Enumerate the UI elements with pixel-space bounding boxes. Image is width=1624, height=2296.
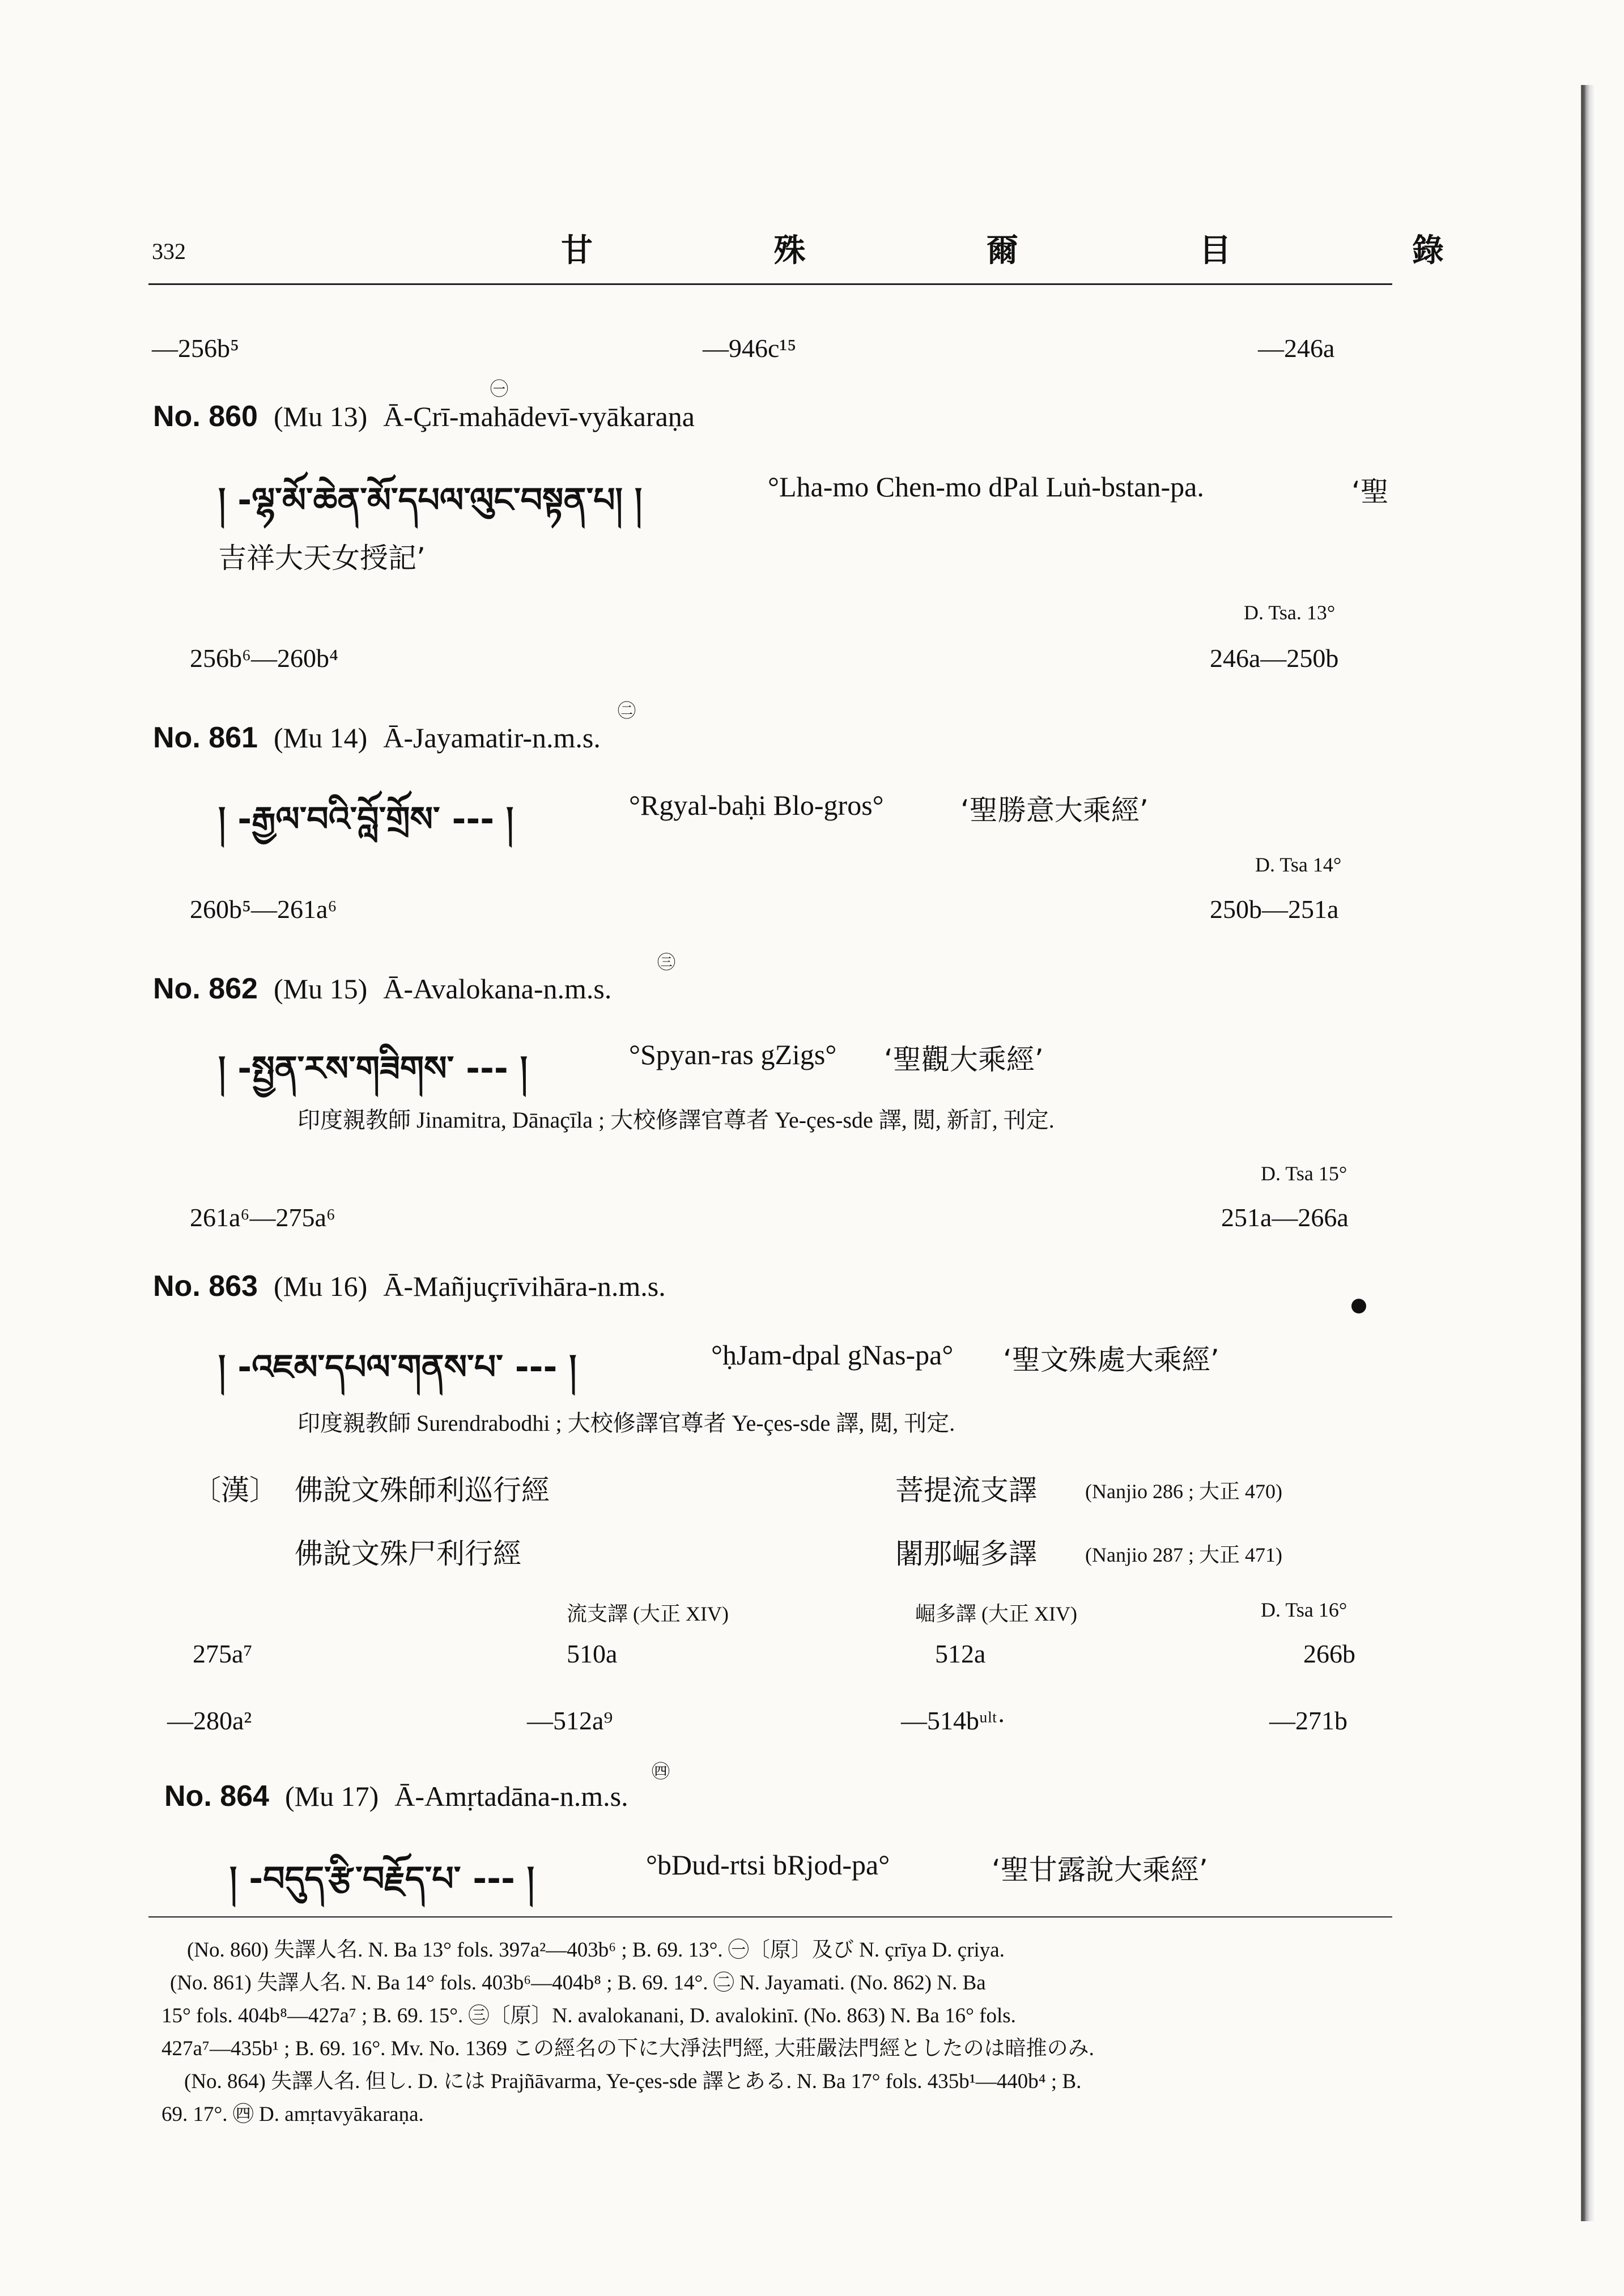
entry-860-mark: ㊀ bbox=[490, 379, 509, 399]
entry-861-mu: (Mu 14) bbox=[273, 722, 368, 754]
entry-862-range-right: 251a—266a bbox=[1221, 1203, 1349, 1232]
entry-864-number: No. 864 bbox=[164, 1780, 269, 1813]
row1-c2: 510a bbox=[567, 1639, 618, 1668]
entry-864-mu: (Mu 17) bbox=[284, 1780, 379, 1812]
col-head-2: 崛多譯 (大正 XIV) bbox=[915, 1602, 1077, 1625]
row2-c3: —514bᵘˡᵗ· bbox=[901, 1706, 1006, 1735]
entry-860-translit: °Lha-mo Chen-mo dPal Luṅ-bstan-pa. bbox=[768, 471, 1204, 503]
entry-860-tibetan: ། -ལྷ་མོ་ཆེན་མོ་དཔལ་ལུང་བསྟན་པ། ། bbox=[218, 481, 643, 520]
row2-c4: —271b bbox=[1269, 1706, 1347, 1735]
han-label: 〔漢〕 bbox=[193, 1474, 278, 1507]
footnote-line: (No. 860) 失譯人名. N. Ba 13° fols. 397a²—403b⁶ ; B. 69. 13°. ㊀〔原〕及び N. çrīya D. çriya. bbox=[187, 1938, 1005, 1962]
entry-863-translit: °ḥJam-dpal gNas-pa° bbox=[711, 1339, 954, 1371]
entry-860-mu: (Mu 13) bbox=[273, 401, 368, 432]
entry-860-dtsa: D. Tsa. 13° bbox=[1244, 601, 1336, 624]
entry-860-range-right: 246a—250b bbox=[1210, 644, 1339, 673]
header-rule bbox=[148, 283, 1392, 285]
entry-860-heading bbox=[153, 399, 695, 433]
row2-c2: —512a⁹ bbox=[527, 1706, 613, 1735]
entry-861-dtsa: D. Tsa 14° bbox=[1255, 853, 1342, 876]
row1-c3: 512a bbox=[935, 1639, 986, 1668]
entry-863-sanskrit: Ā-Mañjuçrīvihāra-n.m.s. bbox=[383, 1270, 666, 1302]
footnote-line: (No. 864) 失譯人名. 但し. D. には Prajñāvarma, Ye-çes-sde 譯とある. N. Ba 17° fols. 435b¹—440b⁴ ; B. bbox=[184, 2070, 1082, 2093]
entry-861-number: No. 861 bbox=[153, 721, 258, 754]
scan-edge bbox=[1581, 85, 1596, 2221]
entry-862-number: No. 862 bbox=[153, 972, 258, 1005]
entry-862-range-left: 261a⁶—275a⁶ bbox=[190, 1203, 335, 1232]
page-number: 332 bbox=[152, 239, 186, 264]
entry-861-range-left: 260b⁵—261a⁶ bbox=[190, 895, 337, 924]
top-ref-3: —246a bbox=[1258, 334, 1335, 363]
entry-864-tibetan: ། -བདུད་རྩི་བརྗོད་པ་ --- ། bbox=[229, 1859, 535, 1899]
entry-863-tibetan: ། -འཇམ་དཔལ་གནས་པ་ --- ། bbox=[218, 1347, 577, 1387]
entry-860-range-left: 256b⁶—260b⁴ bbox=[190, 644, 339, 673]
entry-861-chinese: ‘聖勝意大乘經’ bbox=[960, 794, 1149, 827]
entry-864-translit: °bDud-rtsi bRjod-pa° bbox=[646, 1849, 890, 1881]
entry-861-mark: ㊁ bbox=[618, 700, 636, 721]
entry-860-chinese-b: 吉祥大天女授記’ bbox=[218, 542, 426, 575]
han-ref-2: (Nanjio 287 ; 大正 471) bbox=[1085, 1544, 1282, 1566]
footnote-line: 69. 17°. ㊃ D. amṛtavyākaraṇa. bbox=[161, 2103, 424, 2126]
han-title-1: 佛說文殊師利巡行經 bbox=[295, 1474, 550, 1507]
top-ref-2: —946c¹⁵ bbox=[703, 334, 797, 363]
entry-862-heading bbox=[153, 972, 611, 1006]
margin-mark bbox=[1351, 1299, 1366, 1313]
entry-862-translit: °Spyan-ras gZigs° bbox=[629, 1039, 837, 1070]
entry-862-chinese: ‘聖觀大乘經’ bbox=[884, 1043, 1044, 1076]
entry-863-mu: (Mu 16) bbox=[273, 1270, 368, 1302]
col-head-1: 流支譯 (大正 XIV) bbox=[567, 1602, 729, 1625]
footnote-line: (No. 861) 失譯人名. N. Ba 14° fols. 403b⁶—404b⁸ ; B. 69. 14°. ㊁ N. Jayamati. (No. 862) N. Ba bbox=[170, 1971, 986, 1995]
row2-c1: —280a² bbox=[167, 1706, 252, 1735]
row1-c1: 275a⁷ bbox=[193, 1639, 253, 1668]
entry-863-chinese: ‘聖文殊處大乘經’ bbox=[1003, 1343, 1219, 1376]
entry-860-sanskrit: Ā-Çrī-mahādevī-vyākaraṇa bbox=[383, 401, 695, 432]
entry-862-sanskrit: Ā-Avalokana-n.m.s. bbox=[383, 973, 612, 1005]
entry-864-heading bbox=[164, 1779, 628, 1813]
footnote-line: 15° fols. 404b⁸—427a⁷ ; B. 69. 15°. ㊂〔原〕N. avalokanani, D. avalokinī. (No. 863) N. Ba 16° fols. bbox=[161, 2004, 1016, 2027]
entry-862-dtsa: D. Tsa 15° bbox=[1261, 1162, 1347, 1185]
entry-864-mark: ㊃ bbox=[652, 1761, 670, 1781]
entry-862-translators: 印度親教師 Jinamitra, Dānaçīla ; 大校修譯官尊者 Ye-çes-sde 譯, 閲, 新訂, 刊定. bbox=[297, 1107, 1055, 1133]
entry-861-heading bbox=[153, 721, 601, 755]
entry-863-translators: 印度親教師 Surendrabodhi ; 大校修譯官尊者 Ye-çes-sde 譯, 閲, 刊定. bbox=[297, 1410, 955, 1436]
han-translator-1: 菩提流支譯 bbox=[895, 1474, 1037, 1507]
entry-862-mu: (Mu 15) bbox=[273, 973, 368, 1005]
page-title: 甘 殊 爾 目 錄 bbox=[561, 232, 1529, 269]
top-ref-1: —256b⁵ bbox=[152, 334, 240, 363]
entry-861-sanskrit: Ā-Jayamatir-n.m.s. bbox=[383, 722, 601, 754]
han-translator-2: 闍那崛多譯 bbox=[895, 1537, 1037, 1570]
entry-861-range-right: 250b—251a bbox=[1210, 895, 1339, 924]
entry-860-number: No. 860 bbox=[153, 400, 258, 433]
entry-861-translit: °Rgyal-baḥi Blo-gros° bbox=[629, 789, 884, 821]
entry-862-mark: ㊂ bbox=[657, 952, 676, 972]
entry-863-heading bbox=[153, 1269, 666, 1303]
entry-862-tibetan: ། -སྤྱན་རས་གཟིགས་ --- ། bbox=[218, 1049, 528, 1089]
entry-864-chinese: ‘聖甘露說大乘經’ bbox=[992, 1853, 1208, 1886]
entry-864-sanskrit: Ā-Amṛtadāna-n.m.s. bbox=[394, 1780, 628, 1812]
entry-863-number: No. 863 bbox=[153, 1270, 258, 1303]
entry-861-tibetan: ། -རྒྱལ་བའི་བློ་གྲོས་ --- ། bbox=[218, 800, 514, 839]
row1-c4: 266b bbox=[1303, 1639, 1355, 1668]
footnote-rule bbox=[148, 1916, 1392, 1917]
col-head-3: D. Tsa 16° bbox=[1261, 1598, 1347, 1621]
han-ref-1: (Nanjio 286 ; 大正 470) bbox=[1085, 1480, 1282, 1503]
entry-860-chinese-a: ‘聖 bbox=[1351, 475, 1389, 508]
han-title-2: 佛說文殊尸利行經 bbox=[295, 1537, 521, 1570]
footnote-line: 427a⁷—435b¹ ; B. 69. 16°. Mv. No. 1369 この經名の下に大淨法門經, 大莊嚴法門經としたのは暗推のみ. bbox=[161, 2037, 1094, 2060]
